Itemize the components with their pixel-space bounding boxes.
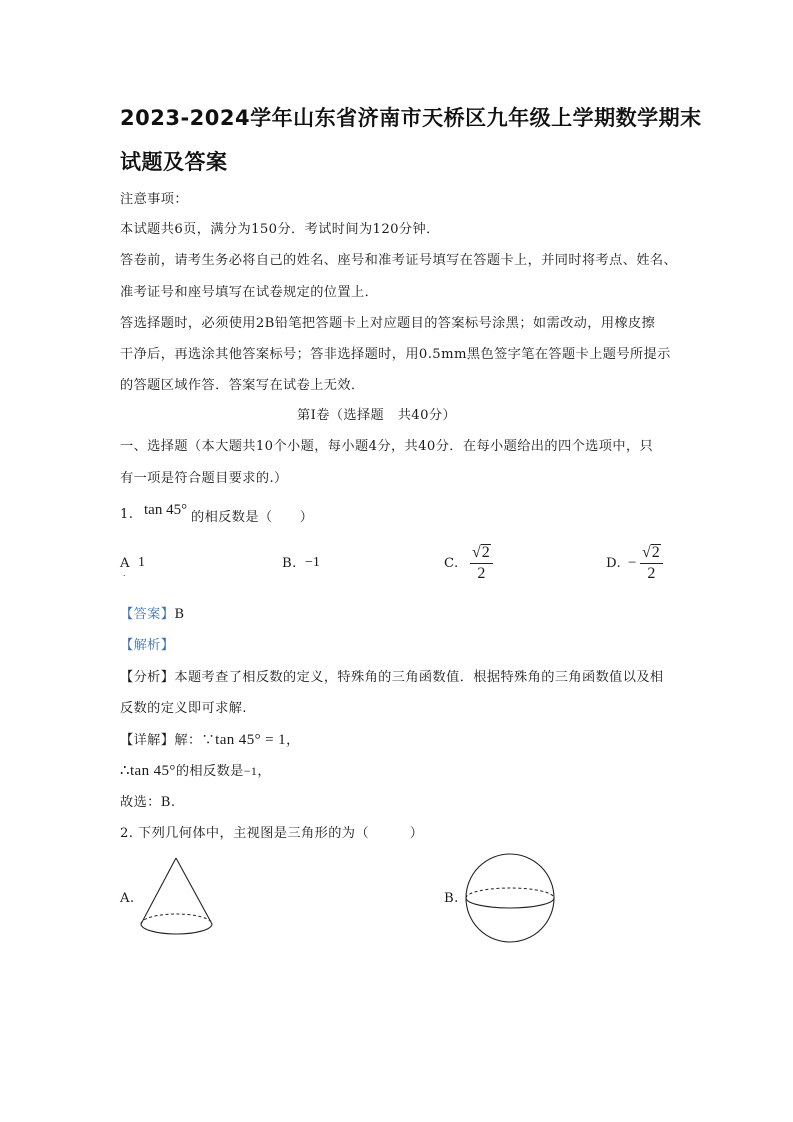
q1-option-d-label: D. [606, 556, 622, 571]
d-radicand: 2 [651, 544, 660, 561]
detail-2-pre: ∴ [120, 763, 130, 779]
detail-1-pre: 解：∵ [174, 733, 216, 748]
detail-1-post: ， [286, 733, 300, 748]
detail-tag: 【详解】 [120, 733, 175, 748]
q1-option-c-label: C. [444, 556, 459, 571]
sqrt-sign: √ [472, 544, 481, 561]
c-radicand: 2 [481, 544, 490, 561]
page-title-line2: 试题及答案 [120, 150, 228, 174]
notice-heading: 注意事项： [120, 192, 188, 207]
detail-2-mid: 的相反数是 [175, 764, 244, 779]
analysis-tag: 【解析】 [120, 638, 175, 653]
choose-line: 故选：B. [120, 795, 176, 810]
q1-option-a-value: 1 [138, 555, 145, 570]
q2-stem [120, 822, 423, 841]
d-denominator: 2 [647, 565, 656, 582]
detail-1-math: tan 45° = 1 [215, 732, 287, 748]
q1-option-d-fraction [640, 544, 663, 583]
q2-text: 下列几何体中，主视图是三角形的为（ ） [137, 826, 424, 841]
section-desc-line-1: 一、选择题（本大题共10个小题，每小题4分，共40分．在每小题给出的四个选项中，只 [120, 439, 654, 454]
fenxi-line-1 [120, 666, 664, 685]
detail-line-1 [120, 729, 300, 749]
q2-option-a-label: A. [120, 891, 135, 906]
notice-line-5: 干净后，再选涂其他答案标号；答非选择题时，用0.5mm黑色签字笔在答题卡上题号所提示 [120, 347, 671, 362]
sphere-figure [462, 852, 562, 948]
cone-figure [136, 856, 218, 942]
notice-line-3: 准考证号和座号填写在试卷规定的位置上． [120, 285, 379, 300]
q1-option-b-label: B. [282, 556, 297, 571]
fenxi-text-1: 本题考查了相反数的定义，特殊角的三角函数值．根据特殊角的三角函数值以及相 [174, 670, 664, 685]
q2-number: 2. [120, 826, 134, 841]
q1-option-c-fraction [470, 544, 493, 583]
detail-2-math: tan 45° [129, 763, 176, 779]
page-title-line1: 2023-2024学年山东省济南市天桥区九年级上学期数学期末 [120, 106, 702, 130]
c-denominator: 2 [477, 565, 486, 582]
detail-2-val: −1 [243, 764, 258, 778]
q1-option-b-value: −1 [305, 555, 320, 570]
fenxi-line-2: 反数的定义即可求解. [120, 701, 247, 716]
notice-line-2: 答卷前，请考生务必将自己的姓名、座号和准考证号填写在答题卡上，并同时将考点、姓名、 [120, 253, 678, 268]
notice-line-6: 的答题区域作答．答案写在试卷上无效． [120, 378, 365, 393]
q1-option-d-sign: − [628, 555, 637, 571]
detail-2-post: ， [257, 764, 271, 779]
q1-stem: 的相反数是（ ） [191, 510, 314, 525]
answer-tag: 【答案】 [120, 607, 175, 622]
notice-line-4: 答选择题时，必须使用2B铅笔把答题卡上对应题目的答案标号涂黑；如需改动，用橡皮擦 [120, 316, 656, 331]
sqrt-sign: √ [642, 544, 651, 561]
q1-option-a-label: A [120, 556, 130, 571]
fenxi-tag: 【分析】 [120, 670, 175, 685]
q1-number: 1. [120, 507, 134, 522]
notice-line-1: 本试题共6页，满分为150分．考试时间为120分钟． [120, 222, 440, 237]
section-title: 第Ⅰ卷（选择题 共40分） [297, 408, 457, 423]
answer-value: B [174, 607, 185, 622]
detail-line-2 [120, 760, 271, 780]
q1-expression: tan 45° [144, 502, 188, 518]
q2-option-b-label: B. [444, 891, 459, 906]
q1-answer [120, 603, 184, 622]
section-desc-line-2: 有一项是符合题目要求的.） [120, 471, 288, 486]
q1-option-a-dot: ． [123, 569, 131, 578]
